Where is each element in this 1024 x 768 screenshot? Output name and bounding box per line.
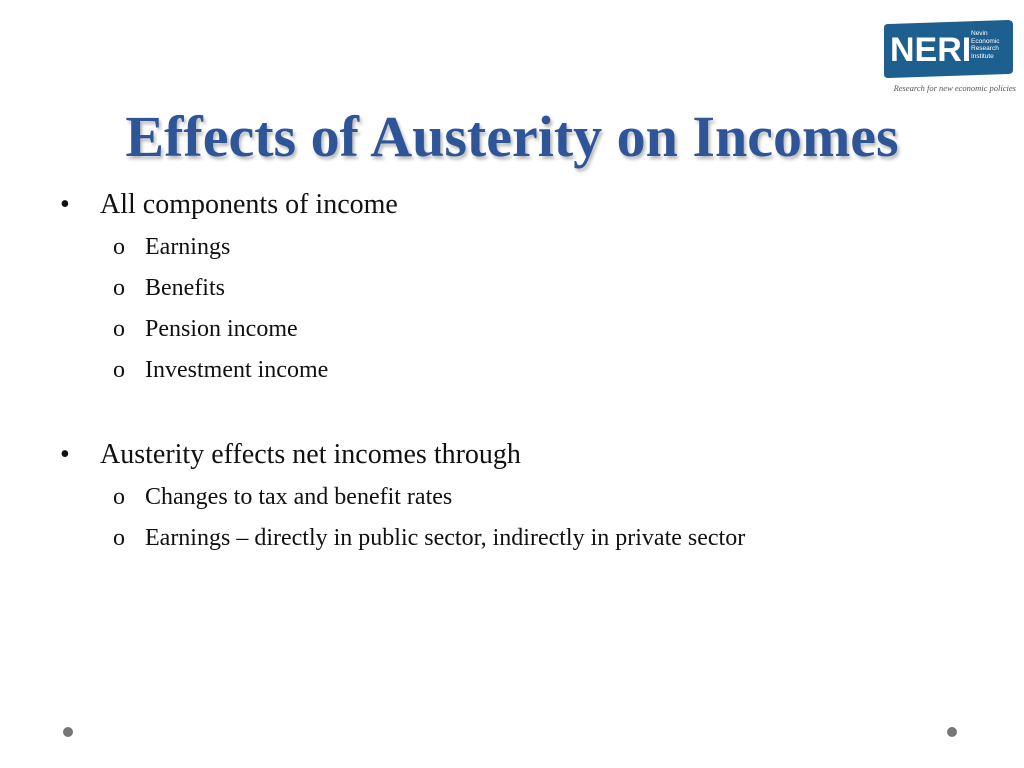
sub-bullet-mark: o [113, 316, 125, 342]
sub-bullet-text: Benefits [145, 275, 225, 301]
sub-bullet-item [113, 273, 225, 303]
bullet-text: All components of income [100, 189, 398, 220]
sub-bullet-text: Investment income [145, 357, 329, 383]
sub-bullet-item [113, 355, 328, 385]
bullet-mark: • [60, 189, 70, 220]
corner-dot-left [63, 727, 73, 737]
sub-bullet-item [113, 232, 230, 262]
slide-title: Effects of Austerity on Incomes [125, 104, 899, 169]
sub-bullet-text: Changes to tax and benefit rates [145, 484, 453, 510]
sub-bullet-text: Pension income [145, 316, 298, 342]
bullet-item [60, 188, 398, 222]
logo-institute-name: Nevin Economic Research Institute [971, 30, 1000, 60]
sub-bullet-text: Earnings [145, 234, 231, 260]
logo-tagline: Research for new economic policies [893, 83, 1016, 93]
sub-bullet-text: Earnings – directly in public sector, indirectly in private sector [145, 525, 746, 551]
sub-bullet-mark: o [113, 357, 125, 383]
sub-bullet-item [113, 482, 452, 512]
sub-bullet-item [113, 523, 745, 553]
neri-logo [880, 20, 1016, 98]
logo-wordmark: NERI [890, 31, 972, 69]
sub-bullet-mark: o [113, 525, 125, 551]
sub-bullet-mark: o [113, 484, 125, 510]
sub-bullet-mark: o [113, 234, 125, 260]
bullet-item [60, 438, 521, 472]
sub-bullet-mark: o [113, 275, 125, 301]
bullet-text: Austerity effects net incomes through [100, 439, 521, 470]
bullet-mark: • [60, 439, 70, 470]
sub-bullet-item [113, 314, 298, 344]
corner-dot-right [947, 727, 957, 737]
